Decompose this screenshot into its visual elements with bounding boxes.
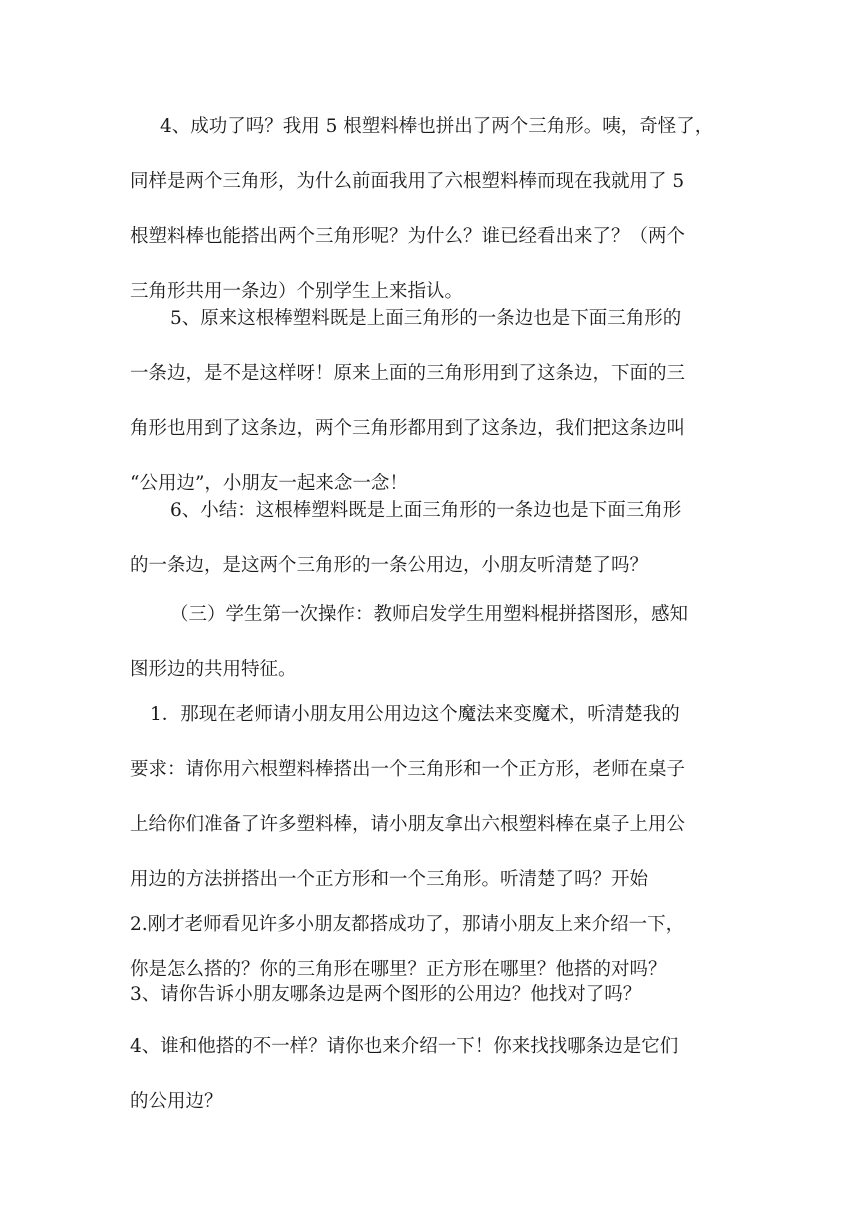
paragraph-step-4 <box>130 108 730 310</box>
text-line: 6、小结：这根棒塑料既是上面三角形的一条边也是下面三角形 <box>170 500 682 521</box>
text-line: 图形边的共用特征。 <box>130 659 297 680</box>
text-line: 用边的方法拼搭出一个正方形和一个三角形。听清楚了吗？开始 <box>130 869 649 890</box>
text-line: 上给你们准备了许多塑料棒，请小朋友拿出六根塑料棒在桌子上用公 <box>130 814 686 835</box>
text-line: 3、请你告诉小朋友哪条边是两个图形的公用边？他找对了吗？ <box>130 984 642 1005</box>
text-line: 的公用边？ <box>130 1091 223 1112</box>
text-line: 1．那现在老师请小朋友用公用边这个魔法来变魔术，听清楚我的 <box>150 704 680 725</box>
text-line: 的一条边，是这两个三角形的一条公用边，小朋友听清楚了吗？ <box>130 555 649 576</box>
text-line: 同样是两个三角形，为什么前面我用了六根塑料棒而现在我就用了 5 <box>130 171 685 192</box>
text-line: 你是怎么搭的？你的三角形在哪里？正方形在哪里？他搭的对吗？ <box>130 959 667 980</box>
text-line: 5、原来这根棒塑料既是上面三角形的一条边也是下面三角形的 <box>170 308 682 329</box>
text-line: 一条边，是不是这样呀！原来上面的三角形用到了这条边，下面的三 <box>130 363 686 384</box>
text-line: （三）学生第一次操作：教师启发学生用塑料棍拼搭图形，感知 <box>170 604 689 625</box>
text-line: 角形也用到了这条边，两个三角形都用到了这条边，我们把这条边叫 <box>130 418 686 439</box>
paragraph-step-4b <box>130 1028 730 1120</box>
text-line: 2.刚才老师看见许多小朋友都搭成功了，那请小朋友上来介绍一下， <box>130 914 685 935</box>
text-line: 根塑料棒也能搭出两个三角形呢？为什么？谁已经看出来了？（两个 <box>130 226 686 247</box>
paragraph-step-1-2 <box>130 696 730 988</box>
paragraph-step-5 <box>130 300 730 502</box>
paragraph-section-three <box>130 596 730 688</box>
paragraph-summary <box>130 492 730 584</box>
text-line: “公用边”，小朋友一起来念一念！ <box>130 473 408 494</box>
text-line: 三角形共用一条边）个别学生上来指认。 <box>130 281 464 302</box>
text-line: 4、谁和他搭的不一样？请你也来介绍一下！你来找找哪条边是它们 <box>130 1036 679 1057</box>
text-line: 要求：请你用六根塑料棒搭出一个三角形和一个正方形，老师在桌子 <box>130 759 686 780</box>
text-line: 4、成功了吗？我用 5 根塑料棒也拼出了两个三角形。咦，奇怪了， <box>160 116 714 137</box>
paragraph-step-3 <box>130 976 730 1013</box>
